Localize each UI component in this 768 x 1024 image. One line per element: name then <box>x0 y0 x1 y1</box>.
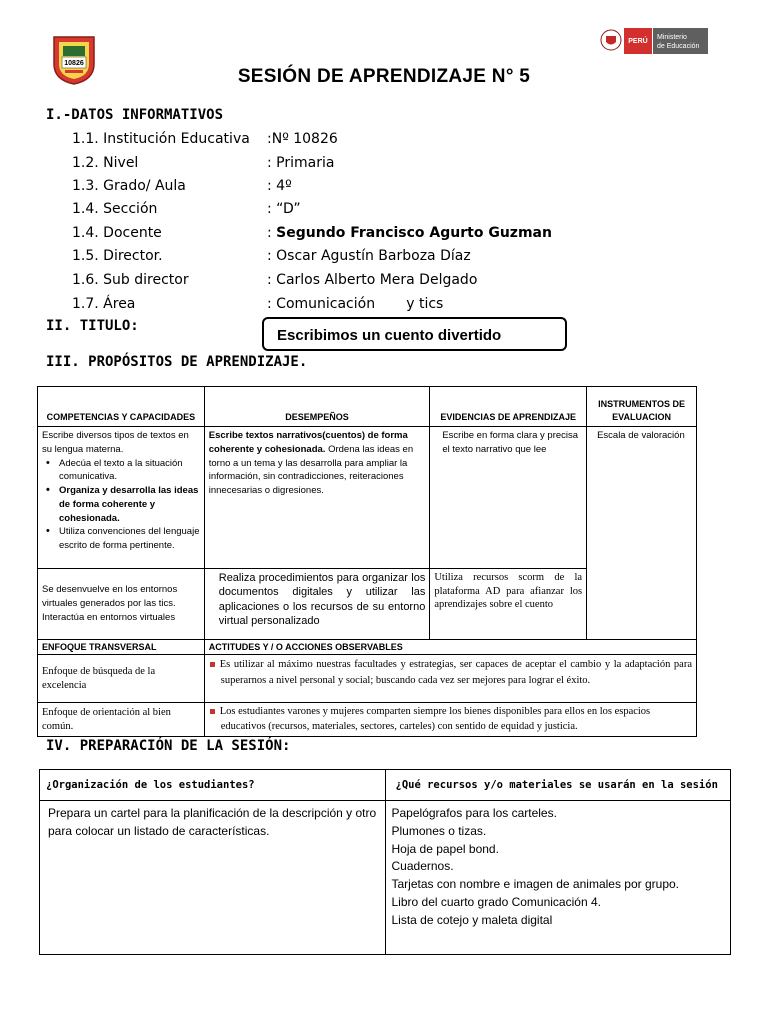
ministry-logo <box>600 26 710 56</box>
bullet-icon <box>210 662 215 667</box>
info-value: : “D” <box>267 201 301 217</box>
info-label: 1.3. Grado/ Aula <box>72 178 186 194</box>
table-row <box>40 801 731 955</box>
list-item: Plumones o tizas. <box>391 823 487 838</box>
evidencia-cell: Escribe en forma clara y precisa el texto narrativo que lee <box>430 427 587 569</box>
capacidad-item: • Utiliza convenciones del lenguaje escrito de forma pertinente. <box>42 525 200 553</box>
info-value: : Oscar Agustín Barboza Díaz <box>267 248 471 264</box>
table-row <box>38 655 697 703</box>
desempeno-bold: Escribe textos narrativos(cuentos) de forma coherente y cohesionada. <box>208 430 408 455</box>
info-value: : Primaria <box>267 155 335 171</box>
ministry-line1: Ministerio <box>657 34 687 41</box>
info-label: 1.7. Área <box>72 296 136 312</box>
info-label: 1.5. Director. <box>72 248 163 264</box>
header-desempenos: DESEMPEÑOS <box>204 387 430 427</box>
peru-label: PERÚ <box>628 38 648 45</box>
page-title: SESIÓN DE APRENDIZAJE N° 5 <box>237 66 531 87</box>
competencia-cell <box>38 427 205 569</box>
preparacion-header-row <box>40 770 731 801</box>
list-item: Hoja de papel bond. <box>391 841 499 856</box>
bullet-icon <box>210 709 215 714</box>
section-preparacion-heading: IV. PREPARACIÓN DE LA SESIÓN: <box>46 738 291 754</box>
accion-cell: Los estudiantes varones y mujeres comparten siempre los bienes disponibles para ellos en los espacios educativos (recursos, materiales, sectores, carteles) con sentido de equidad y justicia. <box>204 703 696 737</box>
section-titulo-heading: II. TITULO: <box>46 318 139 334</box>
enfoque-header-row <box>38 640 697 655</box>
enfoque-cell: Enfoque de búsqueda de la excelencia <box>38 655 205 703</box>
header-competencias: COMPETENCIAS Y CAPACIDADES <box>38 387 205 427</box>
capacidad-item: • Adecúa el texto a la situación comunicativa. <box>42 457 200 485</box>
header-instrumentos: INSTRUMENTOS DE EVALUACION <box>587 387 697 427</box>
info-label: 1.4. Docente <box>72 225 162 241</box>
desempeno-cell <box>204 427 430 569</box>
info-value: : 4º <box>267 178 292 194</box>
info-label: 1.6. Sub director <box>72 272 189 288</box>
competencia-virtual-cell: Se desenvuelve en los entornos virtuales generados por las tics. Interactúa en entornos virtuales <box>38 569 205 640</box>
evidencia-virtual-cell: Utiliza recursos scorm de la plataforma AD para afianzar los aprendizajes sobre el cuento <box>430 569 587 640</box>
header-recursos: ¿Qué recursos y/o materiales se usarán en la sesión <box>385 770 731 801</box>
desempeno-rest: Ordena las ideas en torno a un tema y las desarrolla para ampliar la información, sin contradicciones, reiteraciones innecesarias o digresiones. <box>208 443 414 497</box>
table-row <box>38 427 697 569</box>
table-row <box>38 703 697 737</box>
header-enfoque: ENFOQUE TRANSVERSAL <box>38 640 205 655</box>
info-value: :Nº 10826 <box>267 131 338 147</box>
preparacion-table <box>39 769 731 955</box>
capacidades-list <box>42 457 200 553</box>
section-propositos-heading: III. PROPÓSITOS DE APRENDIZAJE. <box>46 354 308 370</box>
table-header-row <box>38 387 697 427</box>
info-value: : Segundo Francisco Agurto Guzman <box>267 225 552 241</box>
header-organizacion: ¿Organización de los estudiantes? <box>40 770 386 801</box>
ministry-line2: de Educación <box>657 43 700 50</box>
list-item: Papelógrafos para los carteles. <box>391 806 557 820</box>
header-evidencias: EVIDENCIAS DE APRENDIZAJE <box>430 387 587 427</box>
school-logo-number: 10826 <box>64 60 84 67</box>
accion-cell: Es utilizar al máximo nuestras facultades y estrategias, ser capaces de aceptar el cambio y la adaptación para superarnos a nivel personal y social; buscando cada vez ser mejores para lograr el éxito. <box>204 655 696 703</box>
desempeno-virtual-cell: Realiza procedimientos para organizar los documentos digitales y utilizar las aplicaciones o los recursos de su entorno virtual personalizado <box>204 569 430 640</box>
enfoque-cell: Enfoque de orientación al bien común. <box>38 703 205 737</box>
capacidad-item: • Organiza y desarrolla las ideas de forma coherente y cohesionada. <box>42 484 200 525</box>
competencia-text: Escribe diversos tipos de textos en su lengua materna. <box>42 430 189 455</box>
list-item: Cuadernos. <box>391 859 454 874</box>
list-item: Libro del cuarto grado Comunicación 4. <box>391 894 601 909</box>
info-value: : Carlos Alberto Mera Delgado <box>267 272 478 288</box>
section-datos-heading: I.-DATOS INFORMATIVOS <box>46 107 224 123</box>
materiales-cell <box>385 801 731 955</box>
organizacion-cell: Prepara un cartel para la planificación de la descripción y otro para colocar un listado de características. <box>40 801 386 955</box>
header-actitudes: ACTITUDES Y / O ACCIONES OBSERVABLES <box>204 640 696 655</box>
list-item: Lista de cotejo y maleta digital <box>391 912 553 927</box>
info-value: : Comunicación y tics <box>267 296 444 312</box>
info-label: 1.4. Sección <box>72 201 158 217</box>
info-label: 1.1. Institución Educativa <box>72 131 250 147</box>
docente-name: Segundo Francisco Agurto Guzman <box>276 225 552 241</box>
instrumento-cell: Escala de valoración <box>587 427 697 640</box>
list-item: Tarjetas con nombre e imagen de animales por grupo. <box>391 877 679 891</box>
titulo-box: Escribimos un cuento divertido <box>262 317 567 351</box>
competencias-table <box>37 386 697 737</box>
info-label: 1.2. Nivel <box>72 155 139 171</box>
